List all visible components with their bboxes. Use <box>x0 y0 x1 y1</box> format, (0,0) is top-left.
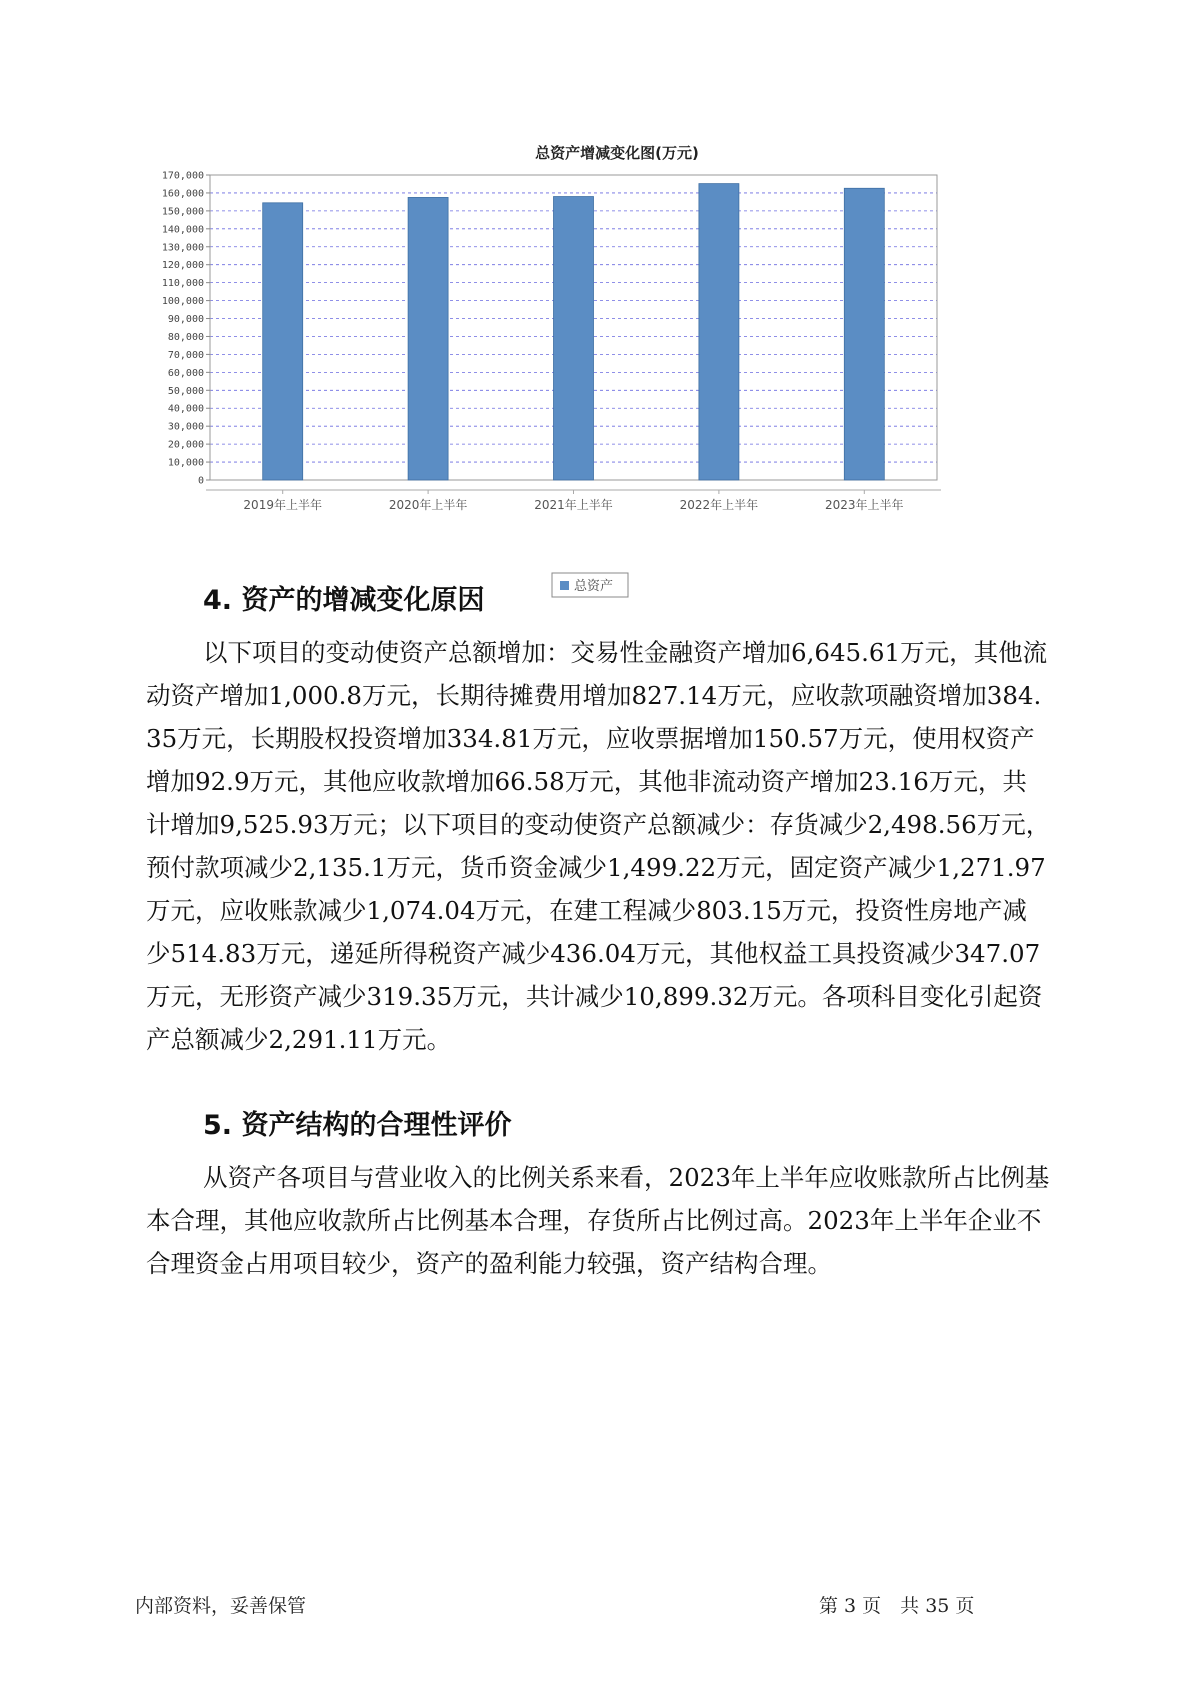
x-tick-label: 2022年上半年 <box>679 498 759 512</box>
y-tick-label: 0 <box>197 475 204 487</box>
x-tick-label: 2019年上半年 <box>243 498 322 512</box>
y-tick-label: 130,000 <box>161 242 204 254</box>
x-tick-label: 2023年上半年 <box>825 498 904 512</box>
paragraph-asset-change-reasons: 以下项目的变动使资产总额增加：交易性金融资产增加6,645.61万元，其他流动资产增加1,000.8万元，长期待摊费用增加827.14万元，应收款项融资增加384.35万元，长期股权投资增加334.81万元，应收票据增加150.57万元，使用权资产增加92.9万元，其他应收款增加66.58万元，其他非流动资产增加23.16万元，共计增加9,525.93万元；以下项目的变动使资产总额减少：存货减少2,498.56万元，预付款项减少2,135.1万元，货币资金减少1,499.22万元，固定资产减少1,271.97万元，应收账款减少1,074.04万元，在建工程减少803.15万元，投资性房地产减少514.83万元，递延所得税资产减少436.04万元，其他权益工具投资减少347.07万元，无形资产减少319.35万元，共计减少10,899.32万元。各项科目变化引起资产总额减少2,291.11万元。 <box>146 638 1051 1054</box>
x-tick-label: 2020年上半年 <box>388 498 468 512</box>
chart-legend <box>552 573 628 597</box>
y-tick-label: 80,000 <box>167 331 204 343</box>
y-tick-label: 150,000 <box>161 206 204 218</box>
y-tick-label: 140,000 <box>161 224 204 236</box>
footer-page-number: 第 3 页 共 35 页 <box>819 1595 975 1617</box>
y-tick-label: 10,000 <box>167 457 204 469</box>
y-tick-label: 170,000 <box>161 170 204 182</box>
chart-bars <box>263 184 885 480</box>
y-tick-label: 160,000 <box>161 188 204 200</box>
y-tick-label: 30,000 <box>167 421 204 433</box>
paragraph-asset-structure: 从资产各项目与营业收入的比例关系来看，2023年上半年应收账款所占比例基本合理，其他应收款所占比例基本合理，存货所占比例过高。2023年上半年企业不合理资金占用项目较少，资产的盈利能力较强，资产结构合理。 <box>146 1163 1050 1278</box>
y-tick-label: 120,000 <box>161 260 204 272</box>
y-tick-label: 90,000 <box>167 314 204 326</box>
chart-title: 总资产增减变化图(万元) <box>535 144 699 162</box>
y-tick-label: 110,000 <box>161 278 204 290</box>
y-tick-label: 100,000 <box>161 296 204 308</box>
bar <box>699 184 739 480</box>
legend-swatch <box>560 581 569 590</box>
bar <box>844 188 884 480</box>
y-tick-label: 70,000 <box>167 349 204 361</box>
total-assets-chart <box>160 130 1040 600</box>
bar <box>554 197 594 480</box>
y-tick-label: 50,000 <box>167 385 204 397</box>
bar <box>408 197 448 480</box>
chart-canvas <box>160 130 1040 600</box>
y-tick-label: 60,000 <box>167 367 204 379</box>
section-heading-asset-structure: 5. 资产结构的合理性评价 <box>203 1110 512 1141</box>
legend-label: 总资产 <box>574 579 614 594</box>
section-heading-asset-change-reasons: 4. 资产的增减变化原因 <box>203 585 485 616</box>
y-tick-label: 40,000 <box>167 403 204 415</box>
footer-confidential-note: 内部资料，妥善保管 <box>135 1595 307 1617</box>
bar <box>263 203 303 480</box>
x-tick-label: 2021年上半年 <box>534 498 613 512</box>
y-tick-label: 20,000 <box>167 439 204 451</box>
